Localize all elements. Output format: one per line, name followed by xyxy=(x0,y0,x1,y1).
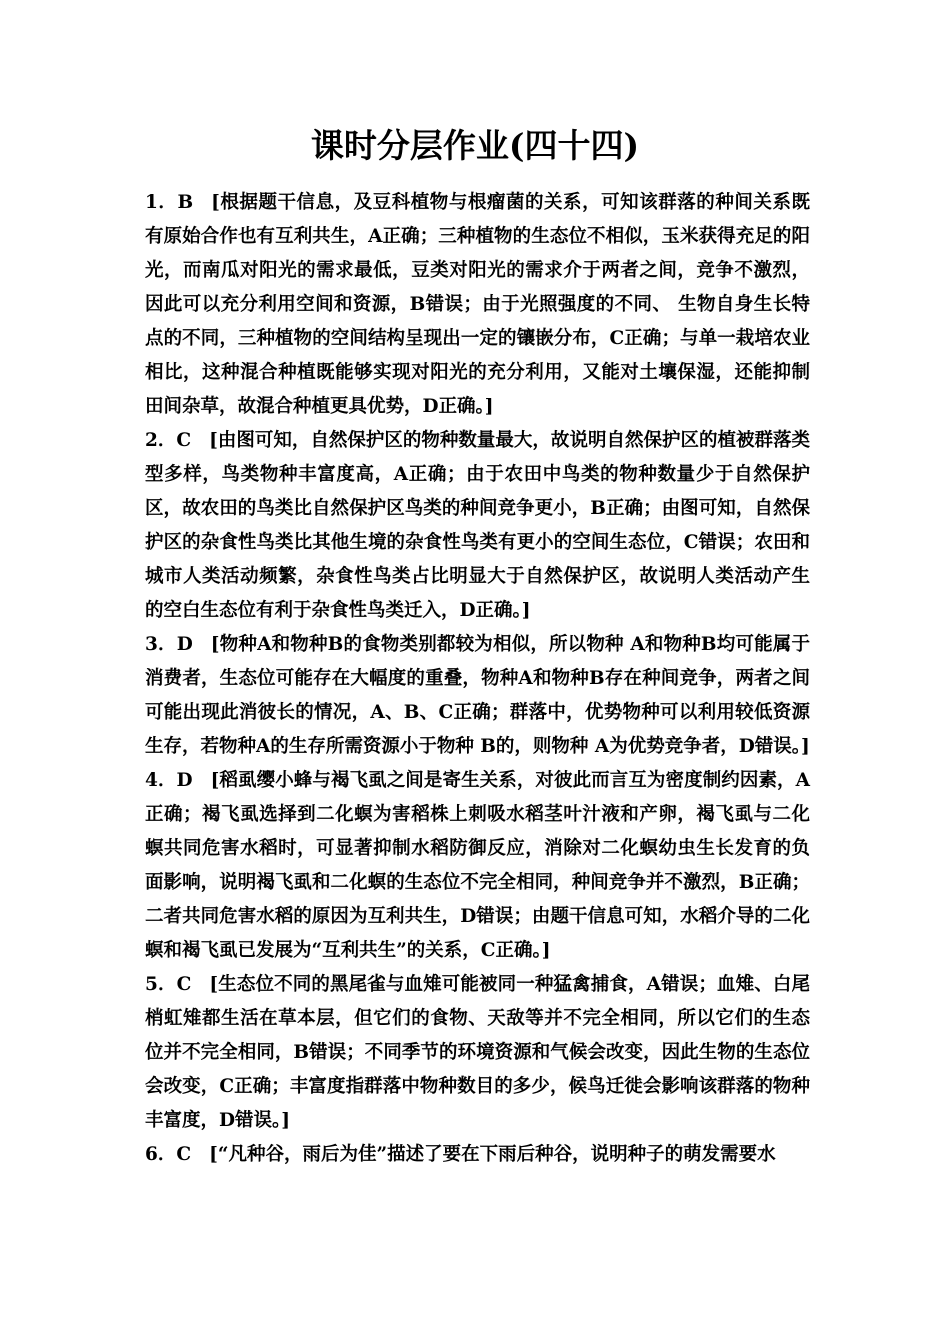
answer-label: 1．B xyxy=(145,192,194,213)
answer-item-2 xyxy=(145,424,810,628)
answer-explanation: [稻虱缨小蜂与褐飞虱之间是寄生关系，对彼此而言互为密度制约因素，A正确；褐飞虱选择到二化螟为害稻株上刺吸水稻茎叶汁液和产卵，褐飞虱与二化螟共同危害水稻时，可显著抑制水稻防御反应，消除对二化螟幼虫生长发育的负面影响，说明褐飞虱和二化螟的生态位不完全相同，种间竞争并不激烈，B正确；二者共同危害水稻的原因为互利共生，D错误；由题干信息可知，水稻介导的二化螟和褐飞虱已发展为“互利共生”的关系，C正确。] xyxy=(145,770,810,961)
answer-label: 5．C xyxy=(145,974,192,995)
answer-label: 2．C xyxy=(145,430,192,451)
answer-explanation: [物种A和物种B的食物类别都较为相似，所以物种 A和物种B均可能属于消费者，生态位可能存在大幅度的重叠，物种A和物种B存在种间竞争，两者之间可能出现此消彼长的情况，A、B、C正确；群落中，优势物种可以利用较低资源生存，若物种A的生存所需资源小于物种 B的，则物种 A为优势竞争者，D错误。] xyxy=(145,634,810,757)
answer-explanation: [“凡种谷，雨后为佳”描述了要在下雨后种谷，说明种子的萌发需要水 xyxy=(209,1144,776,1165)
answer-explanation: [根据题干信息，及豆科植物与根瘤菌的关系，可知该群落的种间关系既有原始合作也有互利共生，A正确；三种植物的生态位不相似，玉米获得充足的阳光，而南瓜对阳光的需求最低，豆类对阳光的需求介于两者之间，竞争不激烈，因此可以充分利用空间和资源，B错误；由于光照强度的不同、 生物自身生长特点的不同，三种植物的空间结构呈现出一定的镶嵌分布，C正确；与单一栽培农业相比，这种混合种植既能够实现对阳光的充分利用，又能对土壤保湿，还能抑制田间杂草，故混合种植更具优势，D正确。] xyxy=(145,192,810,417)
answer-item-3 xyxy=(145,628,810,764)
answer-label: 3．D xyxy=(145,634,193,655)
answer-item-6 xyxy=(145,1138,810,1172)
answer-explanation: [生态位不同的黑尾雀与血雉可能被同一种猛禽捕食，A错误；血雉、白尾梢虹雉都生活在草本层，但它们的食物、天敌等并不完全相同，所以它们的生态位并不完全相同，B错误；不同季节的环境资源和气候会改变，因此生物的生态位会改变，C正确；丰富度指群落中物种数目的多少，候鸟迁徙会影响该群落的物种丰富度，D错误。] xyxy=(145,974,810,1131)
page-title: 课时分层作业(四十四) xyxy=(310,126,640,165)
answer-label: 6．C xyxy=(145,1144,192,1165)
answer-explanation: [由图可知，自然保护区的物种数量最大，故说明自然保护区的植被群落类型多样，鸟类物种丰富度高，A正确；由于农田中鸟类的物种数量少于自然保护区，故农田的鸟类比自然保护区鸟类的种间竞争更小，B正确；由图可知，自然保护区的杂食性鸟类比其他生境的杂食性鸟类有更小的空间生态位，C错误；农田和城市人类活动频繁，杂食性鸟类占比明显大于自然保护区，故说明人类活动产生的空白生态位有利于杂食性鸟类迁入，D正确。] xyxy=(145,430,810,621)
answer-item-1 xyxy=(145,186,810,424)
answer-list xyxy=(145,186,810,1172)
answer-label: 4．D xyxy=(145,770,193,791)
answer-item-5 xyxy=(145,968,810,1138)
answer-item-4 xyxy=(145,764,810,968)
